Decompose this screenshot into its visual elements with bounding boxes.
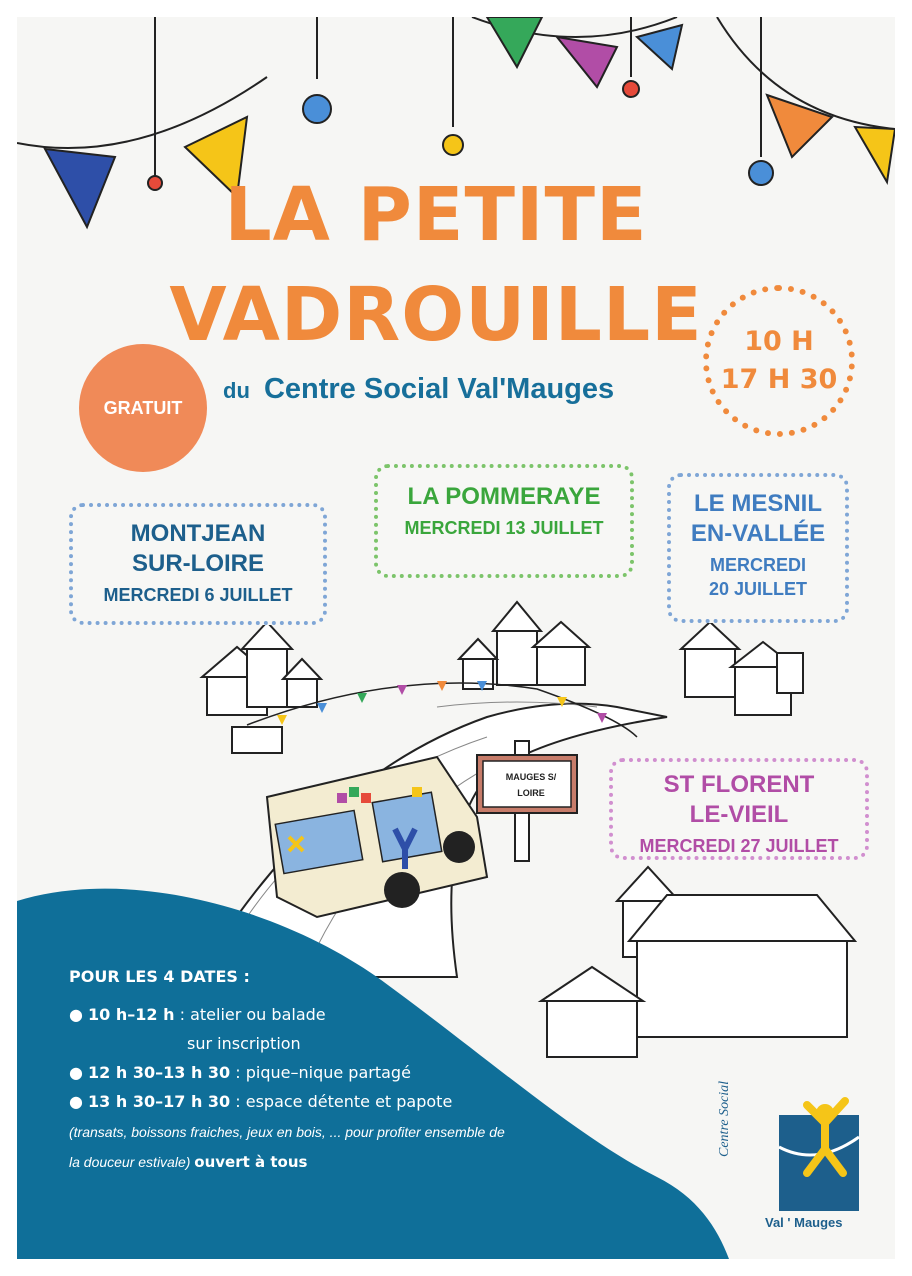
hours-start: 10 H: [744, 326, 814, 357]
schedule-time: 12 h 30–13 h 30: [88, 1063, 231, 1082]
poster: [17, 17, 895, 1259]
schedule-note-emphasis: ouvert à tous: [194, 1153, 308, 1171]
title-line-1: LA PETITE: [224, 172, 648, 258]
flag-green: [487, 17, 542, 67]
schedule-item: ● 10 h–12 h : atelier ou balade: [69, 1005, 326, 1024]
schedule-note: (transats, boissons fraiches, jeux en bois, ... pour profiter ensemble de: [69, 1124, 505, 1140]
location-la-pommeraye: [374, 464, 634, 578]
location-town: LA POMMERAYE: [407, 483, 601, 510]
schedule-item-continued: sur inscription: [187, 1034, 301, 1053]
flag-lightblue: [637, 25, 682, 69]
subtitle-name: Centre Social Val'Mauges: [263, 373, 615, 405]
signpost-line-1: MAUGES S/: [505, 772, 557, 782]
schedule-item: ● 12 h 30–13 h 30 : pique–nique partagé: [69, 1063, 411, 1082]
signpost: [477, 741, 577, 861]
schedule-time: 10 h–12 h: [88, 1005, 175, 1024]
schedule-info: [69, 967, 505, 1176]
free-badge-label: GRATUIT: [103, 397, 183, 418]
location-town: MONTJEAN: [130, 520, 266, 547]
hours-badge: [703, 285, 855, 437]
flag-yellow: [855, 127, 895, 182]
van-illustration: [267, 757, 487, 917]
title-line-2: VADROUILLE: [169, 272, 703, 358]
bulb-icon: [303, 95, 331, 123]
centre-social-logo: [779, 1101, 859, 1211]
location-le-mesnil: [667, 473, 849, 623]
schedule-text: : espace détente et papote: [235, 1092, 453, 1111]
hours-end: 17 H 30: [720, 364, 838, 395]
location-date: MERCREDI 27 JUILLET: [639, 836, 839, 856]
schedule-item: ● 13 h 30–17 h 30 : espace détente et papote: [69, 1092, 453, 1111]
flag-orange: [767, 95, 832, 157]
location-town: LE-VIEIL: [689, 801, 789, 828]
free-badge: [79, 344, 207, 472]
bulb-icon: [443, 135, 463, 155]
schedule-note-text: la douceur estivale): [69, 1154, 191, 1170]
location-town: SUR-LOIRE: [132, 550, 264, 577]
signpost-label: [485, 769, 577, 801]
subtitle: [223, 373, 614, 406]
location-town: EN-VALLÉE: [690, 520, 826, 547]
bulb-icon: [623, 81, 639, 97]
location-st-florent: [609, 758, 869, 860]
location-town: LE MESNIL: [693, 490, 822, 517]
signpost-line-2: LOIRE: [517, 788, 545, 798]
logo-name: Val ' Mauges: [765, 1215, 843, 1230]
location-montjean: [69, 503, 327, 625]
location-date: 20 JUILLET: [708, 579, 808, 599]
schedule-heading: POUR LES 4 DATES :: [69, 967, 250, 986]
logo-script-text: Centre Social: [717, 1080, 732, 1157]
schedule-text: : atelier ou balade: [179, 1005, 326, 1024]
subtitle-prefix: du: [223, 378, 250, 403]
schedule-note: [69, 1148, 505, 1176]
schedule-time: 13 h 30–17 h 30: [88, 1092, 231, 1111]
location-town: ST FLORENT: [663, 771, 815, 798]
location-date: MERCREDI 6 JUILLET: [103, 585, 293, 605]
schedule-text: : pique–nique partagé: [235, 1063, 411, 1082]
location-date: MERCREDI 13 JUILLET: [404, 518, 604, 538]
location-date: MERCREDI: [709, 555, 806, 575]
flag-purple: [557, 37, 617, 87]
